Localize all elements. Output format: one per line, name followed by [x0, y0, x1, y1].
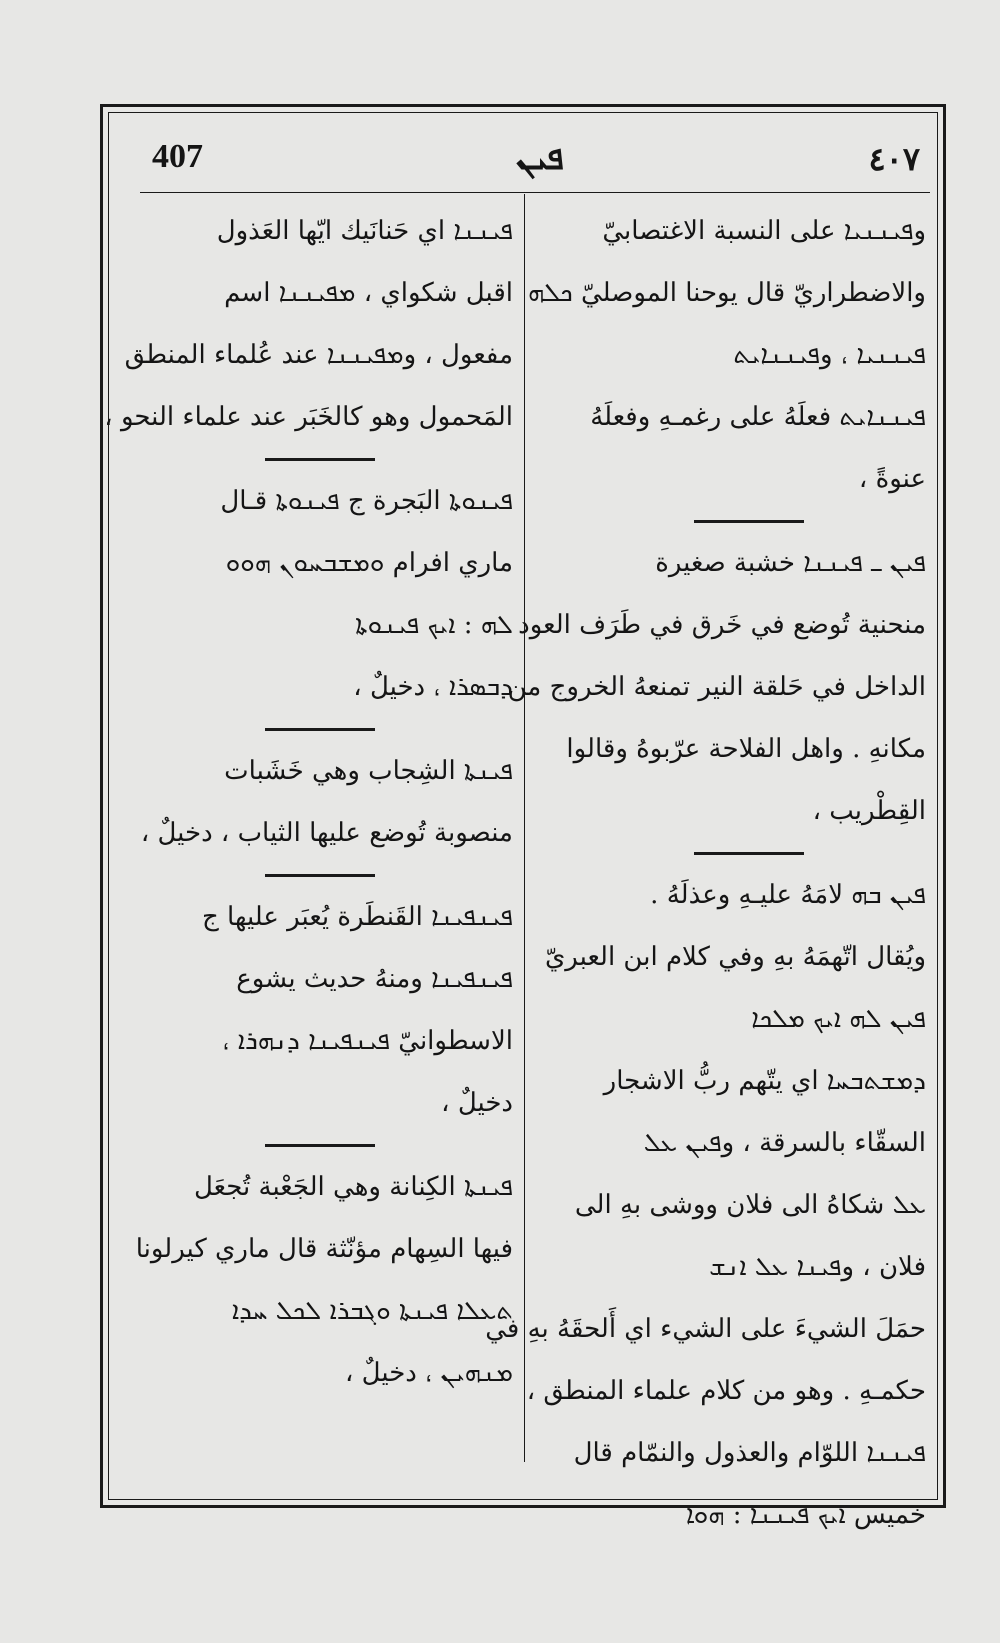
- text-line: القِطْريب ،: [812, 796, 926, 826]
- text-line: مفعول ، وܡܦܝܢܢܐ عند عُلماء المنطق: [124, 340, 513, 370]
- page-number-left: 407: [152, 138, 203, 175]
- entry-separator: [125, 864, 513, 886]
- text-line: وܦܝܢܢܝܐ على النسبة الاغتصابيّ: [602, 216, 926, 246]
- left-column: [104, 200, 513, 1404]
- running-head: ܦܝܢ: [516, 138, 564, 178]
- text-line: ܠܗ : ܐܝܟ ܦܝܢܘܬܐ: [355, 610, 513, 640]
- page-header: [140, 138, 930, 190]
- text-line: المَحمول وهو كالخَبَر عند علماء النحو ،: [104, 402, 513, 432]
- text-line: الداخل في حَلقة النير تمنعهُ الخروج من: [507, 672, 926, 702]
- text-line: ܦܝܢܬܐ الكِنانة وهي الجَعْبة تُجعَل: [193, 1172, 513, 1202]
- text-line: السقّاء بالسرقة ، وܦܝܢ ܥܠ: [643, 1128, 926, 1158]
- text-line: ܦܝܢܢܐ اللوّام والعذول والنمّام قال: [573, 1438, 926, 1468]
- text-line: حكمـهِ . وهو من كلام علماء المنطق ،: [526, 1376, 926, 1406]
- entry-separator: [125, 718, 513, 740]
- text-line: خميس ܐܝܟ ܦܝܢܢܐ : ܗܘܐ: [685, 1500, 926, 1530]
- text-line: ماري افرام ܘܡܫܒܚܘܢ ܗܘܘ: [225, 548, 513, 578]
- text-line: ܦܝܢ ـ ܦܝܢܢܐ خشبة صغيرة: [655, 548, 926, 578]
- header-rule: [140, 192, 930, 193]
- text-line: فيها السِهام مؤنّثة قال ماري كيرلونا: [135, 1234, 513, 1264]
- right-column: [485, 200, 926, 1546]
- text-line: ܦܝܢܦܝܢܐ ومنهُ حديث يشوع: [236, 964, 513, 994]
- entry-separator: [125, 448, 513, 470]
- entry-separator: [125, 1134, 513, 1156]
- text-line: ܡܢܗܝܢ ، دخيلٌ ،: [345, 1358, 513, 1388]
- text-line: ܬܥܠܐ ܦܝܢܬܐ ܘܓܒܪܐ ܠܟܠ ܚܕܐ: [231, 1296, 513, 1326]
- text-line: ܦܝܢܘܬܐ البَجرة ج ܦܝܢܘܬܐ قـال: [220, 486, 513, 516]
- text-line: ܦܝܢܢܝܐ ، وܦܝܢܢܐܝܬ: [733, 340, 926, 370]
- text-line: مكانهِ . واهل الفلاحة عرّبوهُ وقالوا: [566, 734, 926, 764]
- text-line: فلان ، وܦܝܢܐ ܥܠ ܐܢܫ: [709, 1252, 926, 1282]
- entry-separator: [534, 842, 926, 864]
- text-line: ܦܝܢ ܠܗ ܐܝܟ ܡܠܟܐ: [751, 1004, 926, 1034]
- text-line: ܕܒܣܪܐ ، دخيلٌ ،: [353, 672, 513, 702]
- text-line: الاسطوانيّ ܦܝܢܦܝܢܐ ܕܢܗܪܐ ،: [222, 1026, 513, 1056]
- text-line: ويُقال اتّهمَهُ بهِ وفي كلام ابن العبريّ: [544, 942, 926, 972]
- text-line: عنوةً ،: [858, 464, 926, 494]
- text-line: والاضطراريّ قال يوحنا الموصليّ ܟܠܗ: [528, 278, 926, 308]
- text-line: ܕܡܫܬܒܚܐ اي يتّهم ربُّ الاشجار: [603, 1066, 926, 1096]
- entry-separator: [534, 510, 926, 532]
- text-line: ܦܝܢܦܝܢܐ القَنطَرة يُعبَر عليها ج: [202, 902, 513, 932]
- text-line: ܦܝܢܢܐ اي حَنانَيك ايّها العَذول: [216, 216, 513, 246]
- page-number-right: ٤٠٧: [868, 140, 920, 178]
- text-line: دخيلٌ ،: [441, 1088, 513, 1118]
- text-line: منحنية تُوضع في خَرق في طَرَف العود: [518, 610, 926, 640]
- column-divider: [524, 194, 525, 1462]
- text-line: ܦܝܢܢܐܝܬ فعلَهُ على رغمـهِ وفعلَهُ: [590, 402, 926, 432]
- text-line: منصوبة تُوضع عليها الثياب ، دخيلٌ ،: [140, 818, 513, 848]
- text-line: اقبل شكواي ، ܡܦܝܢܢܐ اسم: [224, 278, 513, 308]
- text-line: ܦܝܢ ܒܗ لامَهُ عليـهِ وعذلَهُ .: [650, 880, 926, 910]
- text-line: حمَلَ الشيءَ على الشيء اي أَلحقَهُ بهِ في: [485, 1314, 926, 1344]
- text-line: ܥܠ شكاهُ الى فلان ووشى بهِ الى: [574, 1190, 926, 1220]
- text-line: ܦܝܢܬܐ الشِجاب وهي خَشَبات: [224, 756, 513, 786]
